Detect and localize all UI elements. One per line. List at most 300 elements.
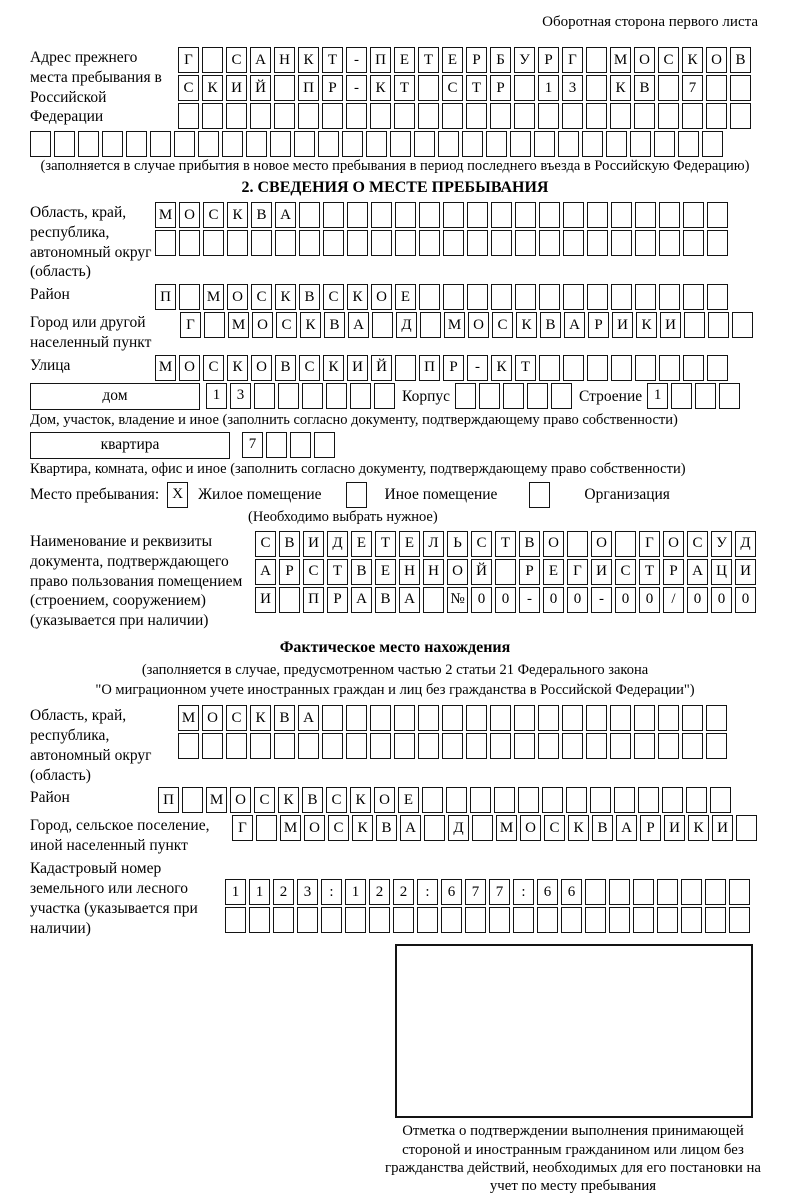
char-box <box>226 103 247 129</box>
char-box: : <box>321 879 342 905</box>
previous-address-label: Адрес прежнего места пребывания в Российской Федерации <box>30 49 162 126</box>
char-box <box>490 733 511 759</box>
char-box: С <box>251 284 272 310</box>
char-box: В <box>519 531 540 557</box>
char-box <box>678 131 699 157</box>
char-box: И <box>226 75 247 101</box>
actual-region-block <box>30 705 760 785</box>
char-box: В <box>351 559 372 585</box>
char-box <box>393 907 414 933</box>
char-box: Р <box>443 355 464 381</box>
char-box: М <box>496 815 517 841</box>
char-box <box>370 705 391 731</box>
char-box <box>446 787 467 813</box>
char-box <box>659 202 680 228</box>
char-box: О <box>543 531 564 557</box>
document-label: Наименование и реквизиты документа, подтверждающего право пользования помещением (строением, сооружением) (указывается при наличии) <box>30 532 243 630</box>
char-box: А <box>275 202 296 228</box>
char-box: С <box>544 815 565 841</box>
char-box <box>443 202 464 228</box>
char-box: Е <box>398 787 419 813</box>
char-box <box>266 432 287 458</box>
char-box: - <box>519 587 540 613</box>
char-box: О <box>520 815 541 841</box>
char-box: В <box>540 312 561 338</box>
cadastre-row-1 <box>225 879 753 905</box>
char-box: С <box>442 75 463 101</box>
char-box <box>707 284 728 310</box>
district-block <box>30 284 760 310</box>
char-box: К <box>298 47 319 73</box>
char-box <box>614 787 635 813</box>
char-box: О <box>591 531 612 557</box>
apartment-type-box: квартира <box>30 432 230 459</box>
char-box <box>225 907 246 933</box>
char-box <box>515 202 536 228</box>
page-side-note: Оборотная сторона первого листа <box>542 14 758 30</box>
char-box: 1 <box>249 879 270 905</box>
char-box <box>610 733 631 759</box>
char-box <box>681 907 702 933</box>
char-box <box>350 383 371 409</box>
char-box: Е <box>351 531 372 557</box>
char-box <box>630 131 651 157</box>
char-box: П <box>419 355 440 381</box>
char-box: К <box>227 202 248 228</box>
char-box: 7 <box>489 879 510 905</box>
char-box <box>395 230 416 256</box>
char-box <box>314 432 335 458</box>
char-box <box>736 815 757 841</box>
char-box <box>515 284 536 310</box>
char-box <box>246 131 267 157</box>
char-box <box>174 131 195 157</box>
stay-type-option-other: Иное помещение <box>384 485 498 503</box>
char-box <box>729 879 750 905</box>
char-box <box>250 733 271 759</box>
apartment-block <box>30 432 760 459</box>
char-box <box>297 907 318 933</box>
char-box: 0 <box>711 587 732 613</box>
stroenie-row <box>647 383 743 409</box>
char-box <box>562 733 583 759</box>
actual-district-row <box>158 787 734 813</box>
char-box <box>155 230 176 256</box>
char-box: И <box>303 531 324 557</box>
stay-type-block <box>30 482 760 508</box>
char-box: - <box>346 47 367 73</box>
char-box <box>634 733 655 759</box>
char-box: С <box>328 815 349 841</box>
char-box: Й <box>250 75 271 101</box>
char-box <box>470 787 491 813</box>
char-box <box>707 230 728 256</box>
char-box <box>659 355 680 381</box>
char-box: И <box>735 559 756 585</box>
char-box <box>489 907 510 933</box>
char-box: К <box>491 355 512 381</box>
char-box: Г <box>562 47 583 73</box>
char-box <box>443 230 464 256</box>
char-box: Ц <box>711 559 732 585</box>
char-box <box>514 75 535 101</box>
char-box <box>683 284 704 310</box>
char-box: О <box>371 284 392 310</box>
char-box <box>654 131 675 157</box>
region-block <box>30 202 760 282</box>
char-box <box>202 47 223 73</box>
char-box <box>562 103 583 129</box>
char-box: Н <box>274 47 295 73</box>
char-box <box>587 355 608 381</box>
char-box <box>395 202 416 228</box>
char-box: И <box>712 815 733 841</box>
char-box <box>539 355 560 381</box>
char-box <box>729 907 750 933</box>
char-box: У <box>514 47 535 73</box>
char-box <box>611 284 632 310</box>
city-block <box>30 312 760 353</box>
char-box: Т <box>639 559 660 585</box>
char-box: К <box>227 355 248 381</box>
char-box: С <box>254 787 275 813</box>
char-box <box>705 907 726 933</box>
actual-district-block <box>30 787 760 813</box>
char-box <box>566 787 587 813</box>
char-box <box>563 202 584 228</box>
char-box: В <box>299 284 320 310</box>
char-box <box>371 202 392 228</box>
char-box: Т <box>515 355 536 381</box>
char-box: О <box>304 815 325 841</box>
char-box: М <box>610 47 631 73</box>
char-box <box>467 202 488 228</box>
district-label: Район <box>30 286 70 304</box>
char-box: Д <box>396 312 417 338</box>
char-box: О <box>447 559 468 585</box>
apartment-number-row <box>242 432 338 458</box>
char-box: Н <box>399 559 420 585</box>
char-box: 6 <box>441 879 462 905</box>
char-box <box>441 907 462 933</box>
house-number-row <box>206 383 398 409</box>
cadastre-rows <box>225 879 753 933</box>
char-box: 0 <box>735 587 756 613</box>
char-box <box>702 131 723 157</box>
char-box: 6 <box>561 879 582 905</box>
char-box <box>539 284 560 310</box>
char-box: К <box>323 355 344 381</box>
char-box <box>465 907 486 933</box>
char-box: О <box>179 202 200 228</box>
char-box: М <box>155 355 176 381</box>
char-box <box>418 103 439 129</box>
char-box <box>299 202 320 228</box>
char-box <box>420 312 441 338</box>
char-box <box>419 230 440 256</box>
document-block <box>30 531 760 631</box>
char-box: К <box>250 705 271 731</box>
char-box <box>30 131 51 157</box>
char-box: С <box>226 47 247 73</box>
char-box <box>414 131 435 157</box>
char-box <box>706 733 727 759</box>
house-type-box: дом <box>30 383 200 410</box>
char-box: К <box>568 815 589 841</box>
char-box <box>394 705 415 731</box>
char-box: Е <box>399 531 420 557</box>
char-box: К <box>516 312 537 338</box>
char-box <box>302 383 323 409</box>
char-box <box>659 230 680 256</box>
char-box: Г <box>639 531 660 557</box>
char-box <box>495 559 516 585</box>
char-box <box>250 103 271 129</box>
char-box <box>490 705 511 731</box>
previous-address-caption: (заполняется в случае прибытия в новое место пребывания в период последнего въезда в Российскую Федерацию) <box>40 158 750 174</box>
char-box: 0 <box>567 587 588 613</box>
char-box <box>390 131 411 157</box>
char-box <box>732 312 753 338</box>
previous-address-block <box>30 47 760 129</box>
char-box: К <box>370 75 391 101</box>
char-box: С <box>615 559 636 585</box>
char-box: Д <box>735 531 756 557</box>
char-box: 0 <box>543 587 564 613</box>
char-box <box>587 230 608 256</box>
char-box <box>658 705 679 731</box>
char-box: А <box>348 312 369 338</box>
char-box: И <box>591 559 612 585</box>
char-box <box>342 131 363 157</box>
char-box <box>558 131 579 157</box>
char-box <box>371 230 392 256</box>
char-box: О <box>663 531 684 557</box>
char-box <box>374 383 395 409</box>
char-box: Д <box>327 531 348 557</box>
char-box: С <box>492 312 513 338</box>
char-box <box>514 705 535 731</box>
char-box <box>682 103 703 129</box>
char-box <box>179 284 200 310</box>
char-box: О <box>227 284 248 310</box>
char-box <box>442 733 463 759</box>
stay-type-option-organization: Организация <box>584 485 670 503</box>
previous-address-row-4 <box>30 131 760 157</box>
char-box: В <box>279 531 300 557</box>
char-box <box>567 531 588 557</box>
char-box <box>707 202 728 228</box>
char-box: 1 <box>538 75 559 101</box>
char-box <box>515 230 536 256</box>
char-box: Р <box>466 47 487 73</box>
char-box: 7 <box>465 879 486 905</box>
char-box: Л <box>423 531 444 557</box>
char-box <box>682 733 703 759</box>
char-box <box>198 131 219 157</box>
korpus-row <box>455 383 575 409</box>
char-box <box>202 103 223 129</box>
char-box <box>467 230 488 256</box>
char-box: В <box>730 47 751 73</box>
house-block <box>30 383 760 410</box>
char-box <box>658 75 679 101</box>
previous-address-row-3 <box>178 103 754 129</box>
char-box <box>249 907 270 933</box>
char-box <box>494 787 515 813</box>
char-box <box>274 75 295 101</box>
char-box: П <box>158 787 179 813</box>
char-box: К <box>202 75 223 101</box>
char-box <box>78 131 99 157</box>
char-box <box>422 787 443 813</box>
char-box <box>491 284 512 310</box>
char-box <box>370 733 391 759</box>
house-caption: Дом, участок, владение и иное (заполнить согласно документу, подтверждающему право собственности) <box>30 411 678 428</box>
stay-type-label: Место пребывания: <box>30 485 160 503</box>
char-box: С <box>471 531 492 557</box>
char-box <box>730 75 751 101</box>
char-box <box>443 284 464 310</box>
char-box: 0 <box>615 587 636 613</box>
char-box: И <box>347 355 368 381</box>
char-box <box>539 230 560 256</box>
char-box <box>372 312 393 338</box>
char-box <box>635 284 656 310</box>
char-box <box>466 733 487 759</box>
char-box: Й <box>371 355 392 381</box>
char-box <box>346 705 367 731</box>
char-box <box>638 787 659 813</box>
char-box: Е <box>375 559 396 585</box>
char-box <box>586 103 607 129</box>
char-box: М <box>228 312 249 338</box>
char-box: - <box>467 355 488 381</box>
char-box: В <box>275 355 296 381</box>
char-box <box>204 312 225 338</box>
char-box <box>706 103 727 129</box>
char-box: Р <box>588 312 609 338</box>
char-box: 0 <box>687 587 708 613</box>
char-box <box>395 355 416 381</box>
char-box <box>366 131 387 157</box>
char-box <box>424 815 445 841</box>
char-box: Ь <box>447 531 468 557</box>
char-box <box>294 131 315 157</box>
char-box: Т <box>495 531 516 557</box>
char-box: Т <box>327 559 348 585</box>
char-box <box>290 432 311 458</box>
char-box <box>561 907 582 933</box>
char-box: 3 <box>230 383 251 409</box>
char-box: С <box>226 705 247 731</box>
char-box: В <box>375 587 396 613</box>
char-box <box>462 131 483 157</box>
char-box <box>486 131 507 157</box>
char-box: Г <box>178 47 199 73</box>
char-box: Т <box>322 47 343 73</box>
char-box: В <box>302 787 323 813</box>
char-box <box>538 733 559 759</box>
char-box <box>686 787 707 813</box>
char-box <box>491 202 512 228</box>
char-box: К <box>636 312 657 338</box>
char-box <box>586 705 607 731</box>
char-box <box>178 103 199 129</box>
previous-address-rows <box>178 47 754 129</box>
char-box: Г <box>232 815 253 841</box>
char-box: К <box>610 75 631 101</box>
char-box <box>298 103 319 129</box>
char-box <box>438 131 459 157</box>
char-box: - <box>346 75 367 101</box>
char-box <box>582 131 603 157</box>
char-box <box>323 202 344 228</box>
char-box: В <box>324 312 345 338</box>
char-box <box>585 879 606 905</box>
char-box <box>455 383 476 409</box>
char-box <box>706 75 727 101</box>
actual-region-label: Область, край, республика, автономный округ (область) <box>30 707 152 784</box>
char-box <box>615 531 636 557</box>
char-box: С <box>687 531 708 557</box>
char-box: 3 <box>562 75 583 101</box>
char-box: Е <box>442 47 463 73</box>
char-box <box>710 787 731 813</box>
char-box: № <box>447 587 468 613</box>
char-box: К <box>278 787 299 813</box>
char-box <box>563 284 584 310</box>
char-box <box>479 383 500 409</box>
char-box: П <box>155 284 176 310</box>
char-box <box>671 383 692 409</box>
char-box <box>611 355 632 381</box>
char-box <box>150 131 171 157</box>
char-box <box>491 230 512 256</box>
char-box <box>417 907 438 933</box>
char-box: К <box>682 47 703 73</box>
char-box <box>635 355 656 381</box>
char-box: П <box>303 587 324 613</box>
char-box <box>586 75 607 101</box>
char-box: А <box>255 559 276 585</box>
char-box <box>472 815 493 841</box>
char-box <box>633 879 654 905</box>
char-box <box>510 131 531 157</box>
char-box <box>537 907 558 933</box>
char-box <box>590 787 611 813</box>
char-box <box>279 587 300 613</box>
char-box: О <box>179 355 200 381</box>
char-box <box>227 230 248 256</box>
char-box <box>254 383 275 409</box>
char-box: А <box>687 559 708 585</box>
street-block <box>30 355 760 381</box>
char-box: С <box>303 559 324 585</box>
char-box: Р <box>640 815 661 841</box>
char-box: Д <box>448 815 469 841</box>
char-box <box>419 284 440 310</box>
char-box: Б <box>490 47 511 73</box>
char-box: К <box>300 312 321 338</box>
char-box: Р <box>327 587 348 613</box>
char-box <box>322 103 343 129</box>
section2-title: 2. СВЕДЕНИЯ О МЕСТЕ ПРЕБЫВАНИЯ <box>241 179 549 196</box>
document-row-1 <box>255 531 759 557</box>
char-box: М <box>155 202 176 228</box>
char-box: Р <box>279 559 300 585</box>
char-box <box>346 733 367 759</box>
